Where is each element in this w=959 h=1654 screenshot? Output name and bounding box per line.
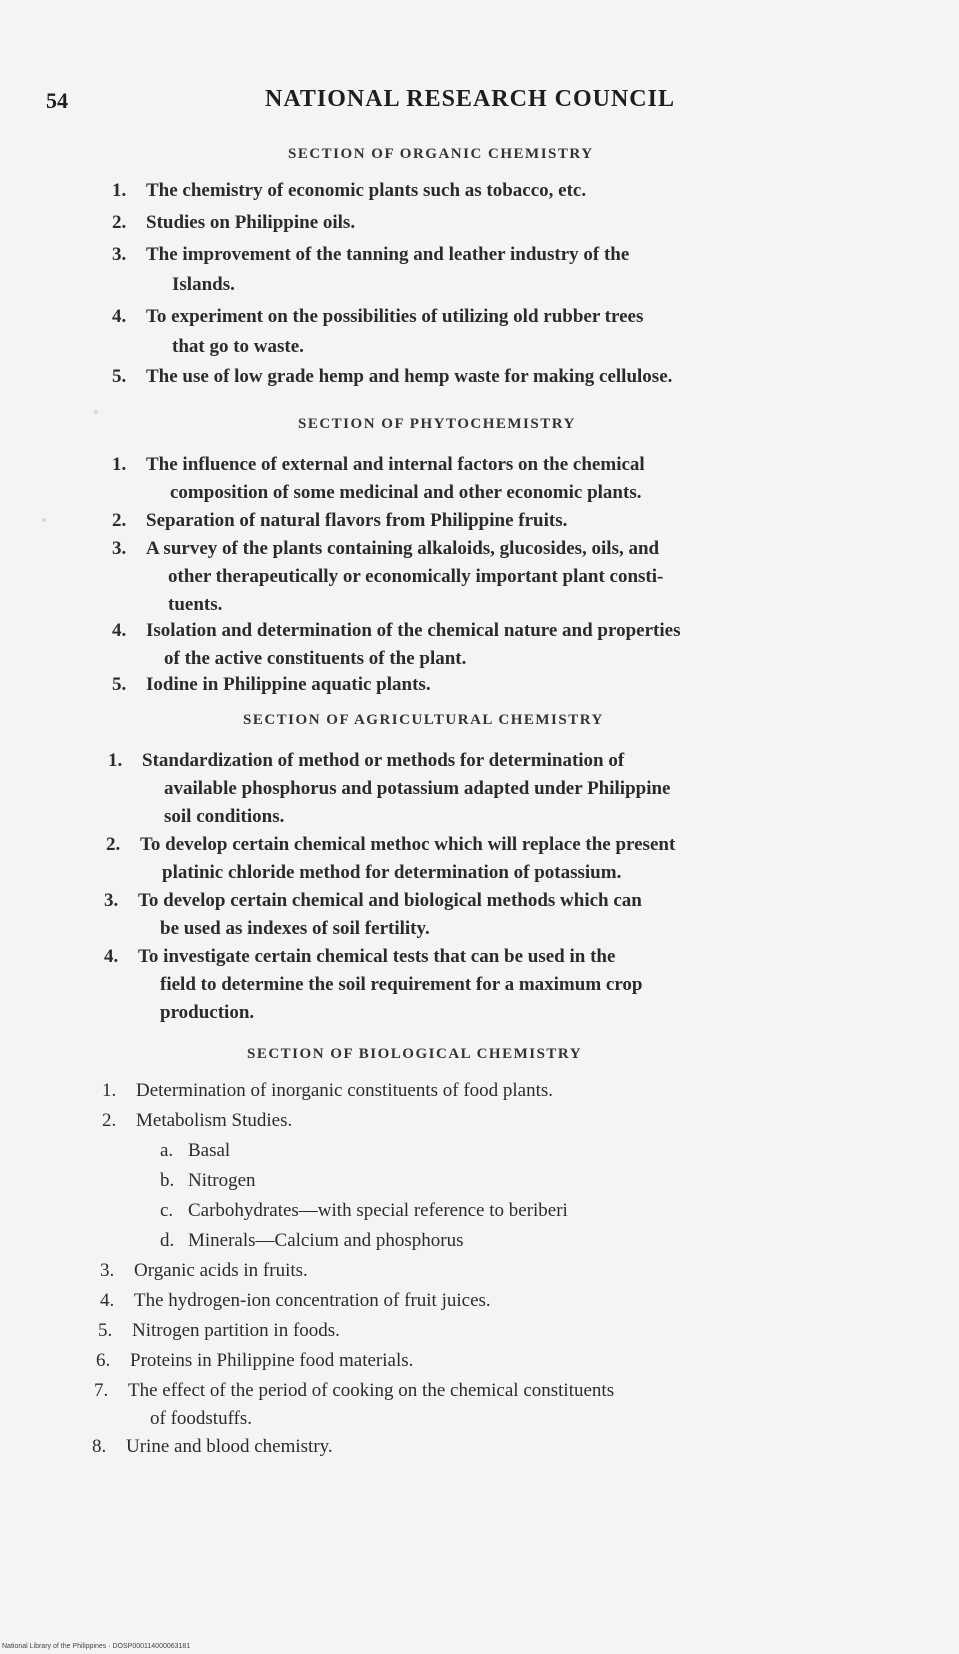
list-item-continuation: of the active constituents of the plant. — [164, 648, 467, 669]
list-item: 2. To develop certain chemical methoc which will replace the present — [106, 834, 676, 855]
list-item: 1. Determination of inorganic constituents of food plants. — [102, 1080, 554, 1101]
list-item: 7. The effect of the period of cooking on the chemical constituents — [94, 1380, 615, 1401]
section-heading-agricultural: SECTION OF AGRICULTURAL CHEMISTRY — [243, 712, 604, 728]
list-item: 3. The improvement of the tanning and leather industry of the — [112, 244, 630, 265]
list-item: 1. The influence of external and internal factors on the chemical — [112, 454, 645, 475]
list-item: 5. Nitrogen partition in foods. — [98, 1320, 340, 1341]
scan-speck — [94, 410, 98, 414]
list-item: 2. Studies on Philippine oils. — [112, 212, 356, 233]
list-item: 2. Separation of natural flavors from Philippine fruits. — [112, 510, 568, 531]
list-item: 4. To investigate certain chemical tests that can be used in the — [104, 946, 616, 967]
list-item: 3. To develop certain chemical and biological methods which can — [104, 890, 642, 911]
scan-speck — [42, 518, 46, 522]
list-item-continuation: field to determine the soil requirement for a maximum crop — [160, 974, 643, 995]
list-item-continuation: platinic chloride method for determination of potassium. — [162, 862, 622, 883]
list-item-continuation: composition of some medicinal and other economic plants. — [170, 482, 642, 503]
list-item: 1. Standardization of method or methods for determination of — [108, 750, 625, 771]
list-item-continuation: that go to waste. — [172, 336, 304, 357]
sub-list-item: d. Minerals—Calcium and phosphorus — [160, 1230, 464, 1251]
list-item-continuation: other therapeutically or economically important plant consti- — [168, 566, 664, 587]
list-item: 6. Proteins in Philippine food materials. — [96, 1350, 414, 1371]
list-item-continuation: Islands. — [172, 274, 235, 295]
list-item-continuation: be used as indexes of soil fertility. — [160, 918, 430, 939]
list-item: 4. To experiment on the possibilities of utilizing old rubber trees — [112, 306, 644, 327]
list-item: 8. Urine and blood chemistry. — [92, 1436, 333, 1457]
section-heading-phytochemistry: SECTION OF PHYTOCHEMISTRY — [298, 416, 576, 432]
section-heading-organic: SECTION OF ORGANIC CHEMISTRY — [288, 146, 594, 162]
list-item: 4. Isolation and determination of the chemical nature and properties — [112, 620, 681, 641]
list-item: 3. A survey of the plants containing alkaloids, glucosides, oils, and — [112, 538, 660, 559]
running-head: NATIONAL RESEARCH COUNCIL — [265, 86, 675, 112]
list-item-continuation: production. — [160, 1002, 255, 1023]
section-heading-biological: SECTION OF BIOLOGICAL CHEMISTRY — [247, 1046, 583, 1062]
sub-list-item: c. Carbohydrates—with special reference to beriberi — [160, 1200, 568, 1221]
list-item-continuation: tuents. — [168, 594, 223, 615]
list-item: 5. Iodine in Philippine aquatic plants. — [112, 674, 431, 695]
list-item: 1. The chemistry of economic plants such as tobacco, etc. — [112, 180, 587, 201]
list-item-continuation: of foodstuffs. — [150, 1408, 253, 1429]
list-item: 4. The hydrogen-ion concentration of fruit juices. — [100, 1290, 491, 1311]
list-item-continuation: available phosphorus and potassium adapted under Philippine — [164, 778, 671, 799]
scan-footer: National Library of the Philippines · DOSP000114000063181 — [2, 1643, 191, 1650]
list-item: 3. Organic acids in fruits. — [100, 1260, 308, 1281]
sub-list-item: b. Nitrogen — [160, 1170, 256, 1191]
page-number: 54 — [46, 88, 68, 113]
sub-list-item: a. Basal — [160, 1140, 231, 1161]
list-item: 2. Metabolism Studies. — [102, 1110, 293, 1131]
list-item: 5. The use of low grade hemp and hemp waste for making cellulose. — [112, 366, 673, 387]
list-item-continuation: soil conditions. — [164, 806, 285, 827]
